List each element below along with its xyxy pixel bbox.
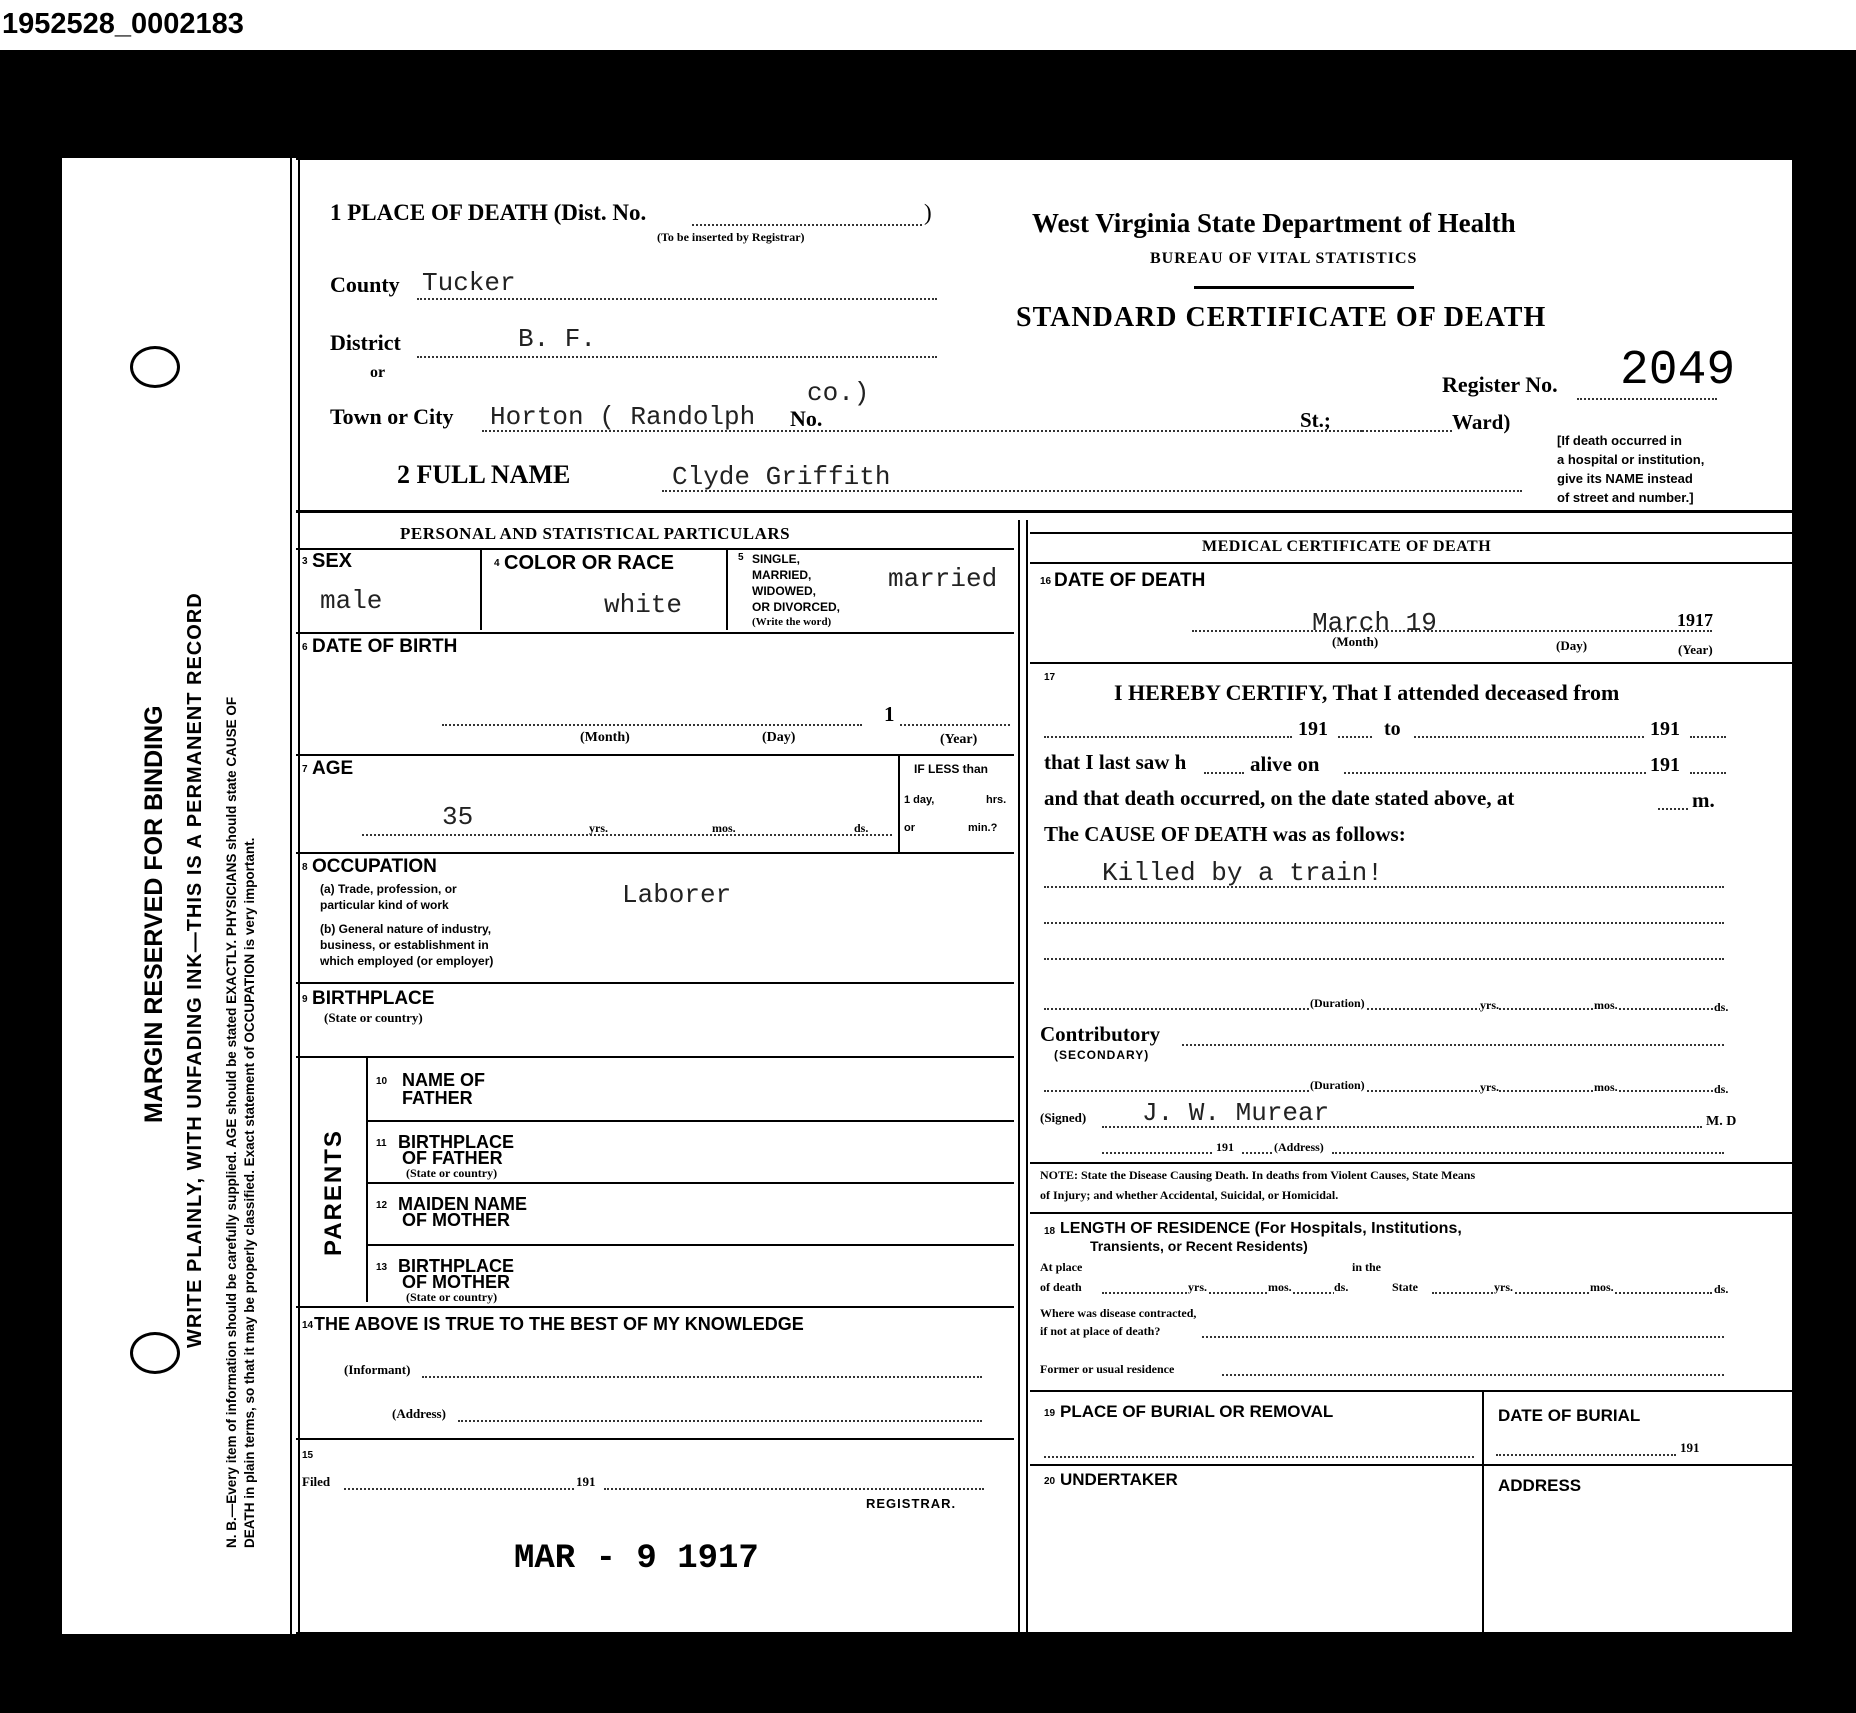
secondary-label: (SECONDARY) <box>1054 1048 1150 1062</box>
margin-border <box>290 158 300 1634</box>
hospital-note-4: of street and number.] <box>1557 490 1694 505</box>
marital-label-4: OR DIVORCED, <box>752 600 841 614</box>
true-label: THE ABOVE IS TRUE TO THE BEST OF MY KNOWLEDGE <box>314 1314 804 1334</box>
where-line <box>1202 1336 1724 1338</box>
residence-num: 18 <box>1044 1226 1056 1237</box>
occurred-line <box>1658 808 1688 810</box>
parents-divider <box>366 1056 368 1302</box>
burial-label: PLACE OF BURIAL OR REMOVAL <box>1060 1402 1334 1421</box>
dob-year-line <box>900 724 1010 726</box>
signed-date-line <box>1102 1152 1212 1154</box>
certify-num: 17 <box>1044 672 1056 683</box>
bottom-border <box>296 1632 1792 1634</box>
medical-heading-rule <box>1030 562 1792 564</box>
certificate-title: STANDARD CERTIFICATE OF DEATH <box>1016 302 1547 333</box>
occupation-num: 8 <box>302 862 308 873</box>
county-line <box>417 298 937 300</box>
age-mos: mos. <box>712 821 736 835</box>
dist-no-line <box>692 224 922 226</box>
hospital-note-3: give its NAME instead <box>1557 471 1693 486</box>
signed-label: (Signed) <box>1040 1110 1087 1125</box>
contributory-line <box>1182 1044 1724 1046</box>
hospital-note-2: a hospital or institution, <box>1557 452 1705 467</box>
top-separator <box>296 510 1792 513</box>
county-value: Tucker <box>422 268 516 298</box>
state-ds: ds. <box>1714 1282 1729 1296</box>
co-text: co.) <box>807 378 870 408</box>
medical-rule-3 <box>1030 1212 1792 1214</box>
if-less-label: IF LESS than <box>914 762 989 776</box>
town-value: Horton ( Randolph <box>490 402 756 432</box>
note-line-1: NOTE: State the Disease Causing Death. In deaths from Violent Causes, State Means <box>1040 1168 1476 1182</box>
informant-address-label: (Address) <box>392 1406 446 1421</box>
date-of-burial-label: DATE OF BURIAL <box>1498 1406 1641 1425</box>
sex-value: male <box>320 586 383 616</box>
burial-date-line <box>1496 1454 1676 1456</box>
last-saw-text: that I last saw h <box>1044 750 1187 774</box>
informant-label: (Informant) <box>344 1362 411 1377</box>
burial-line <box>1044 1456 1474 1458</box>
contributory-yrs: yrs. <box>1480 1080 1499 1094</box>
true-num: 14 <box>302 1320 314 1331</box>
at-place-ds: ds. <box>1334 1280 1349 1294</box>
hospital-note-1: [If death occurred in <box>1557 433 1682 448</box>
personal-heading-rule <box>296 548 1014 550</box>
mbirth-label-1: BIRTHPLACE <box>398 1256 514 1276</box>
row-rule-1 <box>296 632 1014 634</box>
medical-rule-5 <box>1030 1464 1792 1466</box>
race-value: white <box>604 590 683 620</box>
medical-rule-1 <box>1030 662 1792 664</box>
marital-label-5: (Write the word) <box>752 616 832 628</box>
one-day-label: 1 day, <box>904 794 935 806</box>
register-number: 2049 <box>1620 344 1736 398</box>
filed-year: 191 <box>576 1474 596 1489</box>
medical-heading: MEDICAL CERTIFICATE OF DEATH <box>1202 538 1492 555</box>
race-divider <box>726 550 728 630</box>
or-min-label: or <box>904 822 915 834</box>
age-num: 7 <box>302 764 308 775</box>
county-label: County <box>330 272 400 297</box>
cause-value: Killed by a train! <box>1102 858 1383 888</box>
occupation-b3: which employed (or employer) <box>320 954 494 968</box>
signed-line <box>1102 1126 1702 1128</box>
bureau-title: BUREAU OF VITAL STATISTICS <box>1150 250 1418 267</box>
mother-label-2: OF MOTHER <box>402 1210 510 1230</box>
mbirth-num: 13 <box>376 1262 388 1273</box>
row-rule-4 <box>296 982 1014 984</box>
at-place-mos: mos. <box>1268 1280 1292 1294</box>
dob-num: 6 <box>302 642 308 653</box>
alive-on-text: alive on <box>1250 752 1320 776</box>
contributory-ds: ds. <box>1714 1082 1729 1096</box>
certify-from-year-line <box>1338 736 1372 738</box>
informant-address-line <box>458 1420 982 1422</box>
mother-label-1: MAIDEN NAME <box>398 1194 527 1214</box>
margin-binding-text: MARGIN RESERVED FOR BINDING <box>140 705 168 1123</box>
where-label-2: if not at place of death? <box>1040 1324 1161 1338</box>
register-line <box>1577 398 1717 400</box>
at-place-yrs: yrs. <box>1188 1280 1207 1294</box>
alive-year: 191 <box>1650 754 1680 776</box>
contributory-duration: (Duration) <box>1310 1078 1365 1092</box>
age-ds: ds. <box>854 821 869 835</box>
full-name-label: 2 FULL NAME <box>397 460 571 489</box>
age-yrs: yrs. <box>589 821 608 835</box>
father-num: 10 <box>376 1076 388 1087</box>
dob-day: (Day) <box>762 730 796 745</box>
note-line-2: of Injury; and whether Accidental, Suicidal, or Homicidal. <box>1040 1188 1339 1202</box>
occupation-value: Laborer <box>622 880 732 910</box>
contributory-label: Contributory <box>1040 1022 1161 1046</box>
filed-line <box>344 1488 574 1490</box>
document-id: 1952528_0002183 <box>2 8 244 40</box>
informant-line <box>422 1376 982 1378</box>
binding-hole-top <box>130 346 180 388</box>
row-rule-5 <box>296 1056 1014 1058</box>
occupation-label: OCCUPATION <box>312 856 437 877</box>
medical-top-rule <box>1030 532 1792 534</box>
dod-month: (Month) <box>1332 634 1379 649</box>
state-label: State <box>1392 1280 1418 1294</box>
dob-line <box>442 724 862 726</box>
dod-value: March 19 <box>1312 608 1437 638</box>
mbirth-state-note: (State or country) <box>406 1290 498 1304</box>
binding-hole-bottom <box>130 1332 180 1374</box>
registrar-label: REGISTRAR. <box>866 1496 957 1511</box>
town-line <box>482 430 1362 432</box>
personal-heading: PERSONAL AND STATISTICAL PARTICULARS <box>400 524 791 543</box>
former-residence-label: Former or usual residence <box>1040 1362 1175 1376</box>
last-saw-line <box>1204 772 1244 774</box>
signed-address-label: (Address) <box>1274 1140 1324 1154</box>
certify-to-year-line <box>1690 736 1726 738</box>
medical-rule-2 <box>1030 1162 1792 1164</box>
signed-address-line <box>1332 1152 1724 1154</box>
burial-num: 19 <box>1044 1408 1056 1419</box>
occupation-b1: (b) General nature of industry, <box>320 922 492 936</box>
fbirth-num: 11 <box>376 1138 387 1149</box>
marital-label-1: SINGLE, <box>752 552 801 566</box>
former-residence-line <box>1222 1374 1724 1376</box>
alive-on-line <box>1344 772 1646 774</box>
father-label-1: NAME OF <box>402 1070 485 1090</box>
signer-value: J. W. Murear <box>1142 1098 1330 1128</box>
fbirth-label-2: OF FATHER <box>402 1148 503 1168</box>
state-line <box>1432 1292 1712 1294</box>
hrs-label: hrs. <box>986 794 1007 806</box>
row-rule-6 <box>368 1120 1014 1122</box>
cause-line-2 <box>1044 922 1724 924</box>
full-name-value: Clyde Griffith <box>672 462 891 492</box>
birthplace-state-note: (State or country) <box>324 1010 423 1025</box>
father-label-2: FATHER <box>402 1088 473 1108</box>
at-place-line <box>1102 1292 1342 1294</box>
certify-to-line <box>1414 736 1644 738</box>
occupation-a2: particular kind of work <box>320 898 449 912</box>
filed-date-stamp: MAR - 9 1917 <box>514 1540 759 1578</box>
certify-to-year: 191 <box>1650 718 1680 740</box>
age-line <box>362 834 892 836</box>
cause-yrs: yrs. <box>1480 998 1499 1012</box>
cause-line-1 <box>1044 886 1724 888</box>
residence-label-2: Transients, or Recent Residents) <box>1090 1238 1308 1254</box>
row-rule-8 <box>368 1244 1014 1246</box>
birthplace-label: BIRTHPLACE <box>312 988 435 1009</box>
undertaker-label: UNDERTAKER <box>1060 1470 1178 1489</box>
sex-label: SEX <box>312 550 353 572</box>
row-rule-10 <box>296 1438 1014 1440</box>
place-of-death-label: 1 PLACE OF DEATH (Dist. No. <box>330 200 647 225</box>
dod-line <box>1192 630 1712 632</box>
registrar-note: (To be inserted by Registrar) <box>657 230 805 244</box>
street-label: St.; <box>1300 408 1331 432</box>
certify-to: to <box>1384 718 1401 740</box>
burial-divider <box>1482 1392 1484 1634</box>
alive-year-line <box>1690 772 1726 774</box>
cause-duration: (Duration) <box>1310 996 1365 1010</box>
md-label: M. D <box>1706 1114 1737 1129</box>
dod-year-value: 1917 <box>1677 610 1713 630</box>
filed-registrar-line <box>604 1488 984 1490</box>
register-label: Register No. <box>1442 372 1558 397</box>
margin-permanent-text: WRITE PLAINLY, WITH UNFADING INK—THIS IS A PERMANENT RECORD <box>184 592 206 1348</box>
age-divider <box>898 756 900 852</box>
of-death-label: of death <box>1040 1280 1082 1294</box>
fbirth-state-note: (State or country) <box>406 1166 498 1180</box>
burial-year: 191 <box>1680 1440 1700 1455</box>
signed-year: 191 <box>1216 1140 1234 1154</box>
age-label: AGE <box>312 758 354 779</box>
cause-label: The CAUSE OF DEATH was as follows: <box>1044 822 1406 846</box>
filed-label: Filed <box>302 1474 331 1489</box>
occurred-m: m. <box>1692 788 1715 812</box>
cause-duration-line <box>1044 1008 1724 1010</box>
dod-num: 16 <box>1040 576 1052 587</box>
residence-label-1: LENGTH OF RESIDENCE (For Hospitals, Institutions, <box>1060 1220 1462 1237</box>
mbirth-label-2: OF MOTHER <box>402 1272 510 1292</box>
contributory-mos: mos. <box>1594 1080 1618 1094</box>
medical-rule-4 <box>1030 1390 1792 1392</box>
dod-year: (Year) <box>1678 642 1713 657</box>
marital-num: 5 <box>738 552 744 563</box>
department-title: West Virginia State Department of Health <box>1032 208 1516 238</box>
dod-day: (Day) <box>1556 638 1588 653</box>
address-label: ADDRESS <box>1498 1476 1582 1495</box>
full-name-line <box>662 490 1522 492</box>
title-rule <box>1194 286 1414 289</box>
dob-year: (Year) <box>940 732 978 747</box>
marital-label-2: MARRIED, <box>752 568 812 582</box>
sex-num: 3 <box>302 556 308 567</box>
district-label: District <box>330 330 401 355</box>
dob-month: (Month) <box>580 730 630 745</box>
cause-line-3 <box>1044 958 1724 960</box>
margin-note-line2: DEATH in plain terms, so that it may be properly classified. Exact statement of OCCUPATION is very important. <box>242 837 257 1548</box>
parents-label: PARENTS <box>320 1129 347 1256</box>
occupation-a1: (a) Trade, profession, or <box>320 882 457 896</box>
dob-label: DATE OF BIRTH <box>312 636 458 657</box>
ward-line <box>1357 430 1452 432</box>
place-close-paren: ) <box>924 200 932 225</box>
min-label: min.? <box>968 822 998 834</box>
certify-from-line <box>1044 736 1292 738</box>
dod-label: DATE OF DEATH <box>1054 570 1206 591</box>
certify-text: I HEREBY CERTIFY, That I attended deceased from <box>1114 680 1620 705</box>
race-label: COLOR OR RACE <box>504 552 674 574</box>
occupation-b2: business, or establishment in <box>320 938 489 952</box>
where-label-1: Where was disease contracted, <box>1040 1306 1197 1320</box>
top-border <box>296 158 1792 160</box>
document-id-header <box>0 0 1856 50</box>
occurred-text: and that death occurred, on the date stated above, at <box>1044 786 1515 810</box>
district-value: B. F. <box>518 324 597 354</box>
cause-ds: ds. <box>1714 1000 1729 1014</box>
death-certificate <box>62 158 1792 1634</box>
undertaker-num: 20 <box>1044 1476 1056 1487</box>
marital-value: married <box>888 564 998 594</box>
cause-mos: mos. <box>1594 998 1618 1012</box>
row-rule-2 <box>296 754 1014 756</box>
mother-num: 12 <box>376 1200 388 1211</box>
marital-label-3: WIDOWED, <box>752 584 816 598</box>
row-rule-3 <box>296 852 1014 854</box>
sex-divider <box>480 550 482 630</box>
in-the-label: in the <box>1352 1260 1382 1274</box>
filed-num: 15 <box>302 1450 314 1461</box>
at-place-label: At place <box>1040 1260 1083 1274</box>
row-rule-7 <box>368 1182 1014 1184</box>
contributory-duration-line <box>1044 1090 1724 1092</box>
no-label: No. <box>790 406 823 431</box>
state-mos: mos. <box>1590 1280 1614 1294</box>
district-line <box>417 356 937 358</box>
dob-year-prefix: 1 <box>884 702 895 726</box>
state-yrs: yrs. <box>1494 1280 1513 1294</box>
birthplace-num: 9 <box>302 994 308 1005</box>
fbirth-label-1: BIRTHPLACE <box>398 1132 514 1152</box>
center-divider <box>1018 520 1028 1634</box>
certify-from-year: 191 <box>1298 718 1328 740</box>
town-label: Town or City <box>330 404 454 429</box>
ward-label: Ward) <box>1452 410 1511 434</box>
age-value: 35 <box>442 802 474 832</box>
or-label: or <box>370 364 386 381</box>
row-rule-9 <box>296 1306 1014 1308</box>
margin-note-line1: N. B.—Every item of information should be carefully supplied. AGE should be stated EXACTLY. PHYSICIANS should state CAUSE OF <box>224 696 239 1548</box>
signed-year-line <box>1242 1152 1272 1154</box>
race-num: 4 <box>494 558 500 569</box>
